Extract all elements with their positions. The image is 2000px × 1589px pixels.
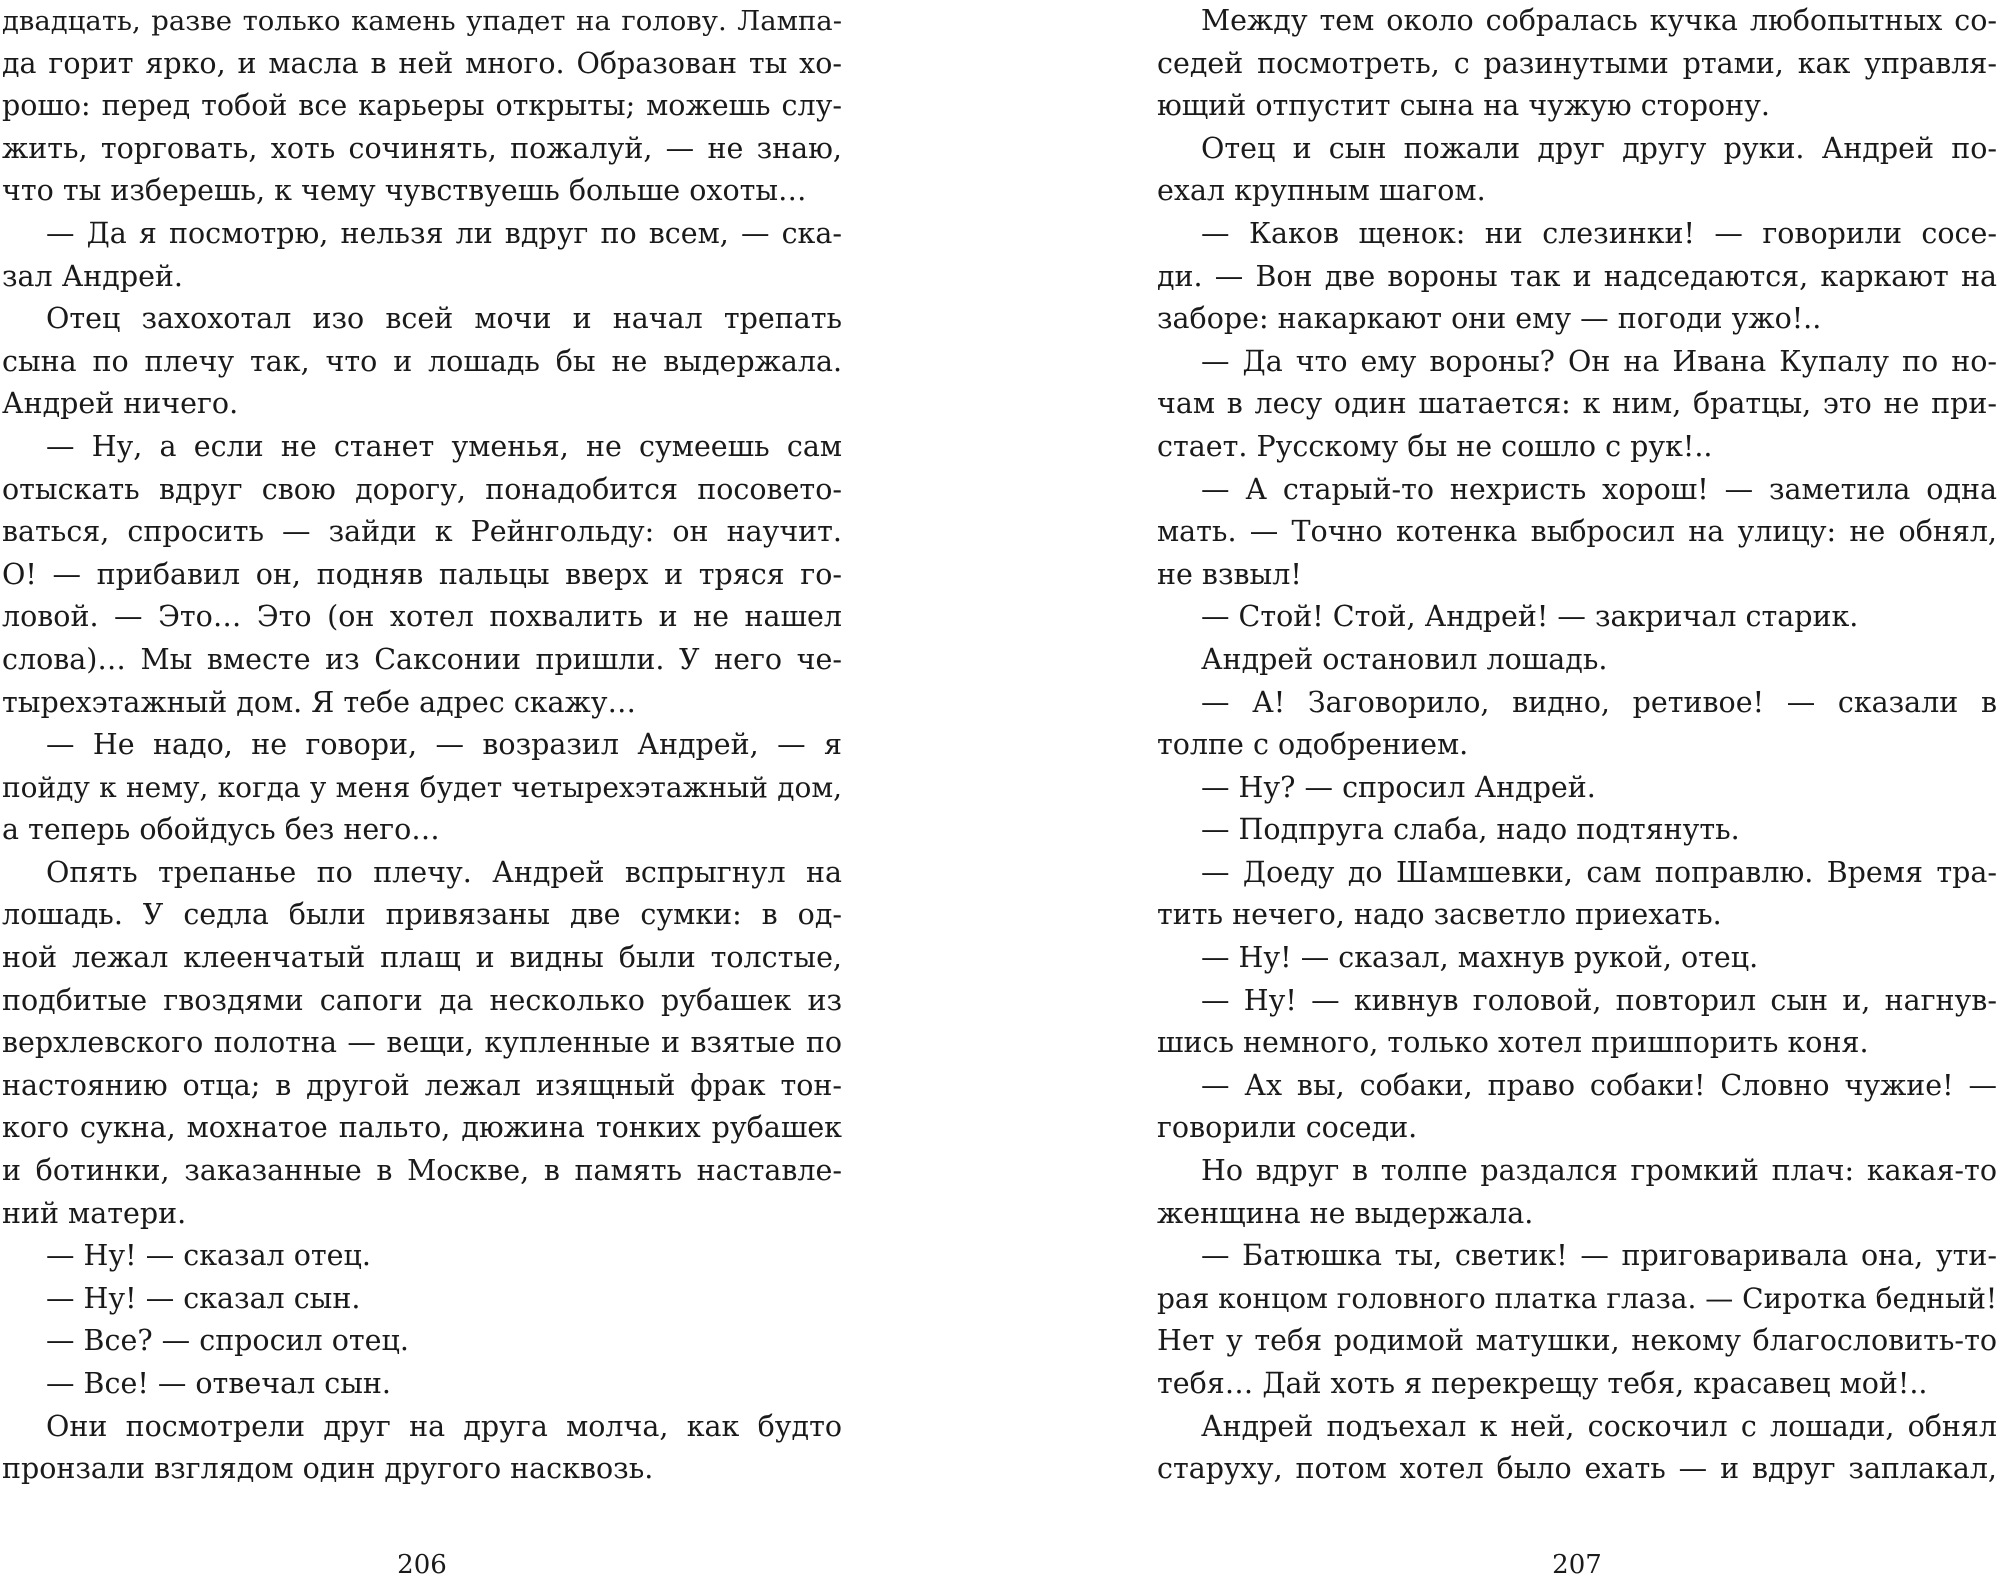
text-line: ваться, спросить — зайди к Рейнгольду: он научит. bbox=[2, 515, 842, 549]
text-line: — Да что ему вороны? Он на Ивана Купалу по но- bbox=[1201, 344, 1997, 378]
text-line: ющий отпустит сына на чужую сторону. bbox=[1157, 89, 1770, 123]
text-line: верхлевского полотна — вещи, купленные и взятые по bbox=[2, 1026, 842, 1060]
text-line: сына по плечу так, что и лошадь бы не выдержала. bbox=[2, 344, 842, 378]
text-line: — Да я посмотрю, нельзя ли вдруг по всем, — ска- bbox=[46, 216, 842, 250]
text-line: — Все! — отвечал сын. bbox=[46, 1367, 391, 1400]
text-line: Андрей подъехал к ней, соскочил с лошади, обнял bbox=[1201, 1409, 1997, 1443]
text-line: подбитые гвоздями сапоги да несколько рубашек из bbox=[2, 983, 842, 1017]
text-line: Отец захохотал изо всей мочи и начал трепать bbox=[46, 302, 842, 336]
text-line: шись немного, только хотел пришпорить коня. bbox=[1157, 1026, 1869, 1060]
text-line: двадцать, разве только камень упадет на голову. Лампа- bbox=[2, 5, 842, 37]
text-line: Опять трепанье по плечу. Андрей вспрыгнул на bbox=[46, 855, 842, 889]
text-line: — Доеду до Шамшевки, сам поправлю. Время тра- bbox=[1201, 855, 1997, 889]
text-line: ехал крупным шагом. bbox=[1157, 174, 1486, 208]
text-line: ди. — Вон две вороны так и надседаются, каркают на bbox=[1157, 259, 1997, 293]
text-line: — А старый-то нехристь хорош! — заметила одна bbox=[1201, 472, 1997, 506]
text-line: Они посмотрели друг на друга молча, как будто bbox=[46, 1409, 842, 1443]
text-line: и ботинки, заказанные в Москве, в память наставле- bbox=[2, 1154, 842, 1188]
text-line: Нет у тебя родимой матушки, некому благословить-то bbox=[1157, 1324, 1997, 1358]
text-line: слова)… Мы вместе из Саксонии пришли. У него че- bbox=[2, 642, 842, 676]
text-line: тить нечего, надо засветло приехать. bbox=[1157, 898, 1722, 932]
text-line: рая концом головного платка глаза. — Сиротка бедный! bbox=[1157, 1281, 1998, 1315]
text-line: — Все? — спросил отец. bbox=[46, 1324, 409, 1358]
text-line: жить, торговать, хоть сочинять, пожалуй, — не знаю, bbox=[2, 131, 842, 165]
text-line: зал Андрей. bbox=[2, 259, 183, 293]
text-line: тебя… Дай хоть я перекрещу тебя, красавец мой!.. bbox=[1157, 1367, 1928, 1400]
text-line: Андрей остановил лошадь. bbox=[1201, 642, 1608, 676]
text-line: чам в лесу один шатается: к ним, братцы, это не при- bbox=[1157, 387, 1997, 421]
text-line: пронзали взглядом один другого насквозь. bbox=[2, 1452, 654, 1486]
left-page-text bbox=[2, 0, 842, 1491]
text-line: старуху, потом хотел было ехать — и вдруг заплакал, bbox=[1157, 1452, 1997, 1486]
text-line: отыскать вдруг свою дорогу, понадобится посовето- bbox=[2, 472, 842, 506]
text-line: — Ах вы, собаки, право собаки! Словно чужие! — bbox=[1201, 1068, 1997, 1102]
text-line: — Батюшка ты, светик! — приговаривала она, ути- bbox=[1201, 1239, 1997, 1273]
text-line: — Не надо, не говори, — возразил Андрей, — я bbox=[46, 728, 842, 762]
text-line: не взвыл! bbox=[1157, 557, 1302, 591]
text-line: толпе с одобрением. bbox=[1157, 728, 1469, 762]
text-line: кого сукна, мохнатое пальто, дюжина тонких рубашек bbox=[2, 1111, 842, 1145]
text-line: настоянию отца; в другой лежал изящный фрак тон- bbox=[2, 1068, 842, 1102]
text-line: что ты изберешь, к чему чувствуешь больше охоты… bbox=[2, 174, 807, 208]
text-line: Отец и сын пожали друг другу руки. Андрей по- bbox=[1201, 131, 1997, 165]
right-page-text bbox=[1157, 0, 1997, 1491]
text-line: заборе: накаркают они ему — погоди ужо!.. bbox=[1157, 302, 1822, 336]
text-line: — Стой! Стой, Андрей! — закричал старик. bbox=[1201, 600, 1859, 634]
text-line: — Подпруга слаба, надо подтянуть. bbox=[1201, 813, 1740, 847]
left-page bbox=[2, 0, 842, 1589]
right-page bbox=[1157, 0, 1997, 1589]
text-line: рошо: перед тобой все карьеры открыты; можешь слу- bbox=[2, 89, 842, 123]
text-line: — Ну! — сказал отец. bbox=[46, 1239, 371, 1273]
text-line: Андрей ничего. bbox=[2, 387, 239, 421]
text-line: ной лежал клеенчатый плащ и видны были толстые, bbox=[2, 941, 842, 975]
text-line: лошадь. У седла были привязаны две сумки: в од- bbox=[2, 898, 842, 932]
text-line: Между тем около собралась кучка любопытных со- bbox=[1201, 4, 1997, 37]
text-line: — Ну! — сказал, махнув рукой, отец. bbox=[1201, 941, 1759, 975]
text-line: стает. Русскому бы не сошло с рук!.. bbox=[1157, 429, 1713, 463]
text-line: пойду к нему, когда у меня будет четырехэтажный дом, bbox=[2, 770, 842, 804]
page-number-right: 207 bbox=[1552, 1550, 1602, 1580]
text-line: О! — прибавил он, подняв пальцы вверх и тряся го- bbox=[2, 557, 842, 591]
text-line: — Ну! — кивнув головой, повторил сын и, нагнув- bbox=[1201, 983, 1997, 1017]
text-line: мать. — Точно котенка выбросил на улицу: не обнял, bbox=[1157, 515, 1997, 549]
text-line: женщина не выдержала. bbox=[1157, 1196, 1534, 1230]
text-line: ний матери. bbox=[2, 1196, 187, 1230]
text-line: тырехэтажный дом. Я тебе адрес скажу… bbox=[2, 685, 637, 719]
text-line: Но вдруг в толпе раздался громкий плач: какая-то bbox=[1201, 1154, 1997, 1188]
text-line: — А! Заговорило, видно, ретивое! — сказали в bbox=[1201, 685, 1997, 719]
text-line: — Ну? — спросил Андрей. bbox=[1201, 770, 1596, 804]
text-line: ловой. — Это… Это (он хотел похвалить и не нашел bbox=[2, 600, 842, 634]
text-line: — Каков щенок: ни слезинки! — говорили сосе- bbox=[1201, 216, 1997, 250]
text-line: — Ну! — сказал сын. bbox=[46, 1281, 361, 1315]
text-line: говорили соседи. bbox=[1157, 1111, 1418, 1145]
page-number-left: 206 bbox=[397, 1550, 447, 1580]
text-line: — Ну, а если не станет уменья, не сумеешь сам bbox=[46, 429, 842, 463]
text-line: седей посмотреть, с разинутыми ртами, как управля- bbox=[1157, 46, 1997, 80]
text-line: да горит ярко, и масла в ней много. Образован ты хо- bbox=[2, 46, 842, 80]
text-line: а теперь обойдусь без него… bbox=[2, 813, 440, 847]
